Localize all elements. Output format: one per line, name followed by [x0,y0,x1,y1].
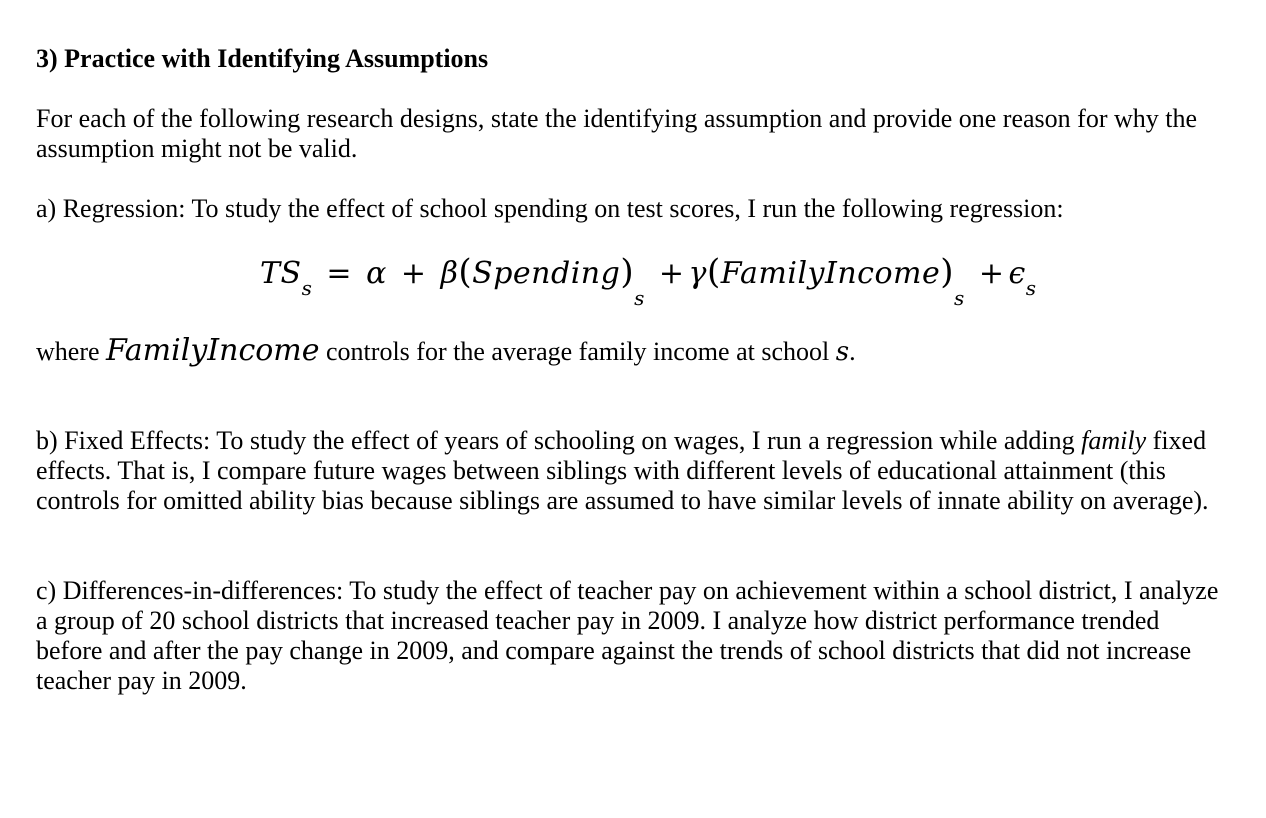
part-b-emphasis: family [1081,426,1147,455]
eq-beta: β [440,256,459,291]
regression-equation [260,252,1037,310]
where-variable: FamilyIncome [106,333,320,368]
eq-gamma: γ [688,256,707,291]
where-middle: controls for the average family income at school [326,337,830,366]
eq-epsilon-sub: s [1025,276,1037,300]
eq-familyincome: FamilyIncome [720,256,941,291]
eq-paren-open-2: ( [706,252,721,292]
eq-alpha: α [366,256,387,291]
where-clause [36,334,856,369]
eq-lhs: TS [260,256,302,291]
where-prefix: where [36,337,100,366]
eq-spending-sub: s [634,286,645,310]
eq-familyincome-sub: s [954,286,965,310]
eq-spending: Spending [472,256,621,291]
eq-plus-2: + [658,256,685,291]
eq-paren-close-2: ) [940,252,955,292]
eq-plus-3: + [978,256,1005,291]
eq-plus-1: + [400,256,427,291]
part-c-paragraph: c) Differences-in-differences: To study the effect of teacher pay on achievement within a school district, I analyze a group of 20 school districts that increased teacher pay in 2009. I analyze how district performance trended before and after the pay change in 2009, and compare against the trends of school districts that did not increase teacher pay in 2009. [36,576,1219,695]
part-a-paragraph: a) Regression: To study the effect of school spending on test scores, I run the following regression: [36,194,1064,223]
part-b-paragraph [36,426,1226,516]
eq-epsilon: ϵ [1008,256,1026,291]
where-end: . [849,337,856,366]
eq-paren-close-1: ) [620,252,635,292]
section-heading: 3) Practice with Identifying Assumptions [36,44,489,73]
intro-paragraph: For each of the following research designs, state the identifying assumption and provide one reason for why the assumption might not be valid. [36,104,1198,163]
where-school-s: s [835,337,850,367]
eq-lhs-sub: s [301,276,313,300]
part-b-pre: b) Fixed Effects: To study the effect of years of schooling on wages, I run a regression while adding [36,426,1075,455]
part-b-post: fixed effects. That is, I compare future wages between siblings with different levels of educational attainment (this controls for omitted ability bias because siblings are assumed to have similar levels of innate ability on average). [36,426,1209,515]
eq-equals: = [326,256,353,291]
eq-paren-open-1: ( [458,252,473,292]
